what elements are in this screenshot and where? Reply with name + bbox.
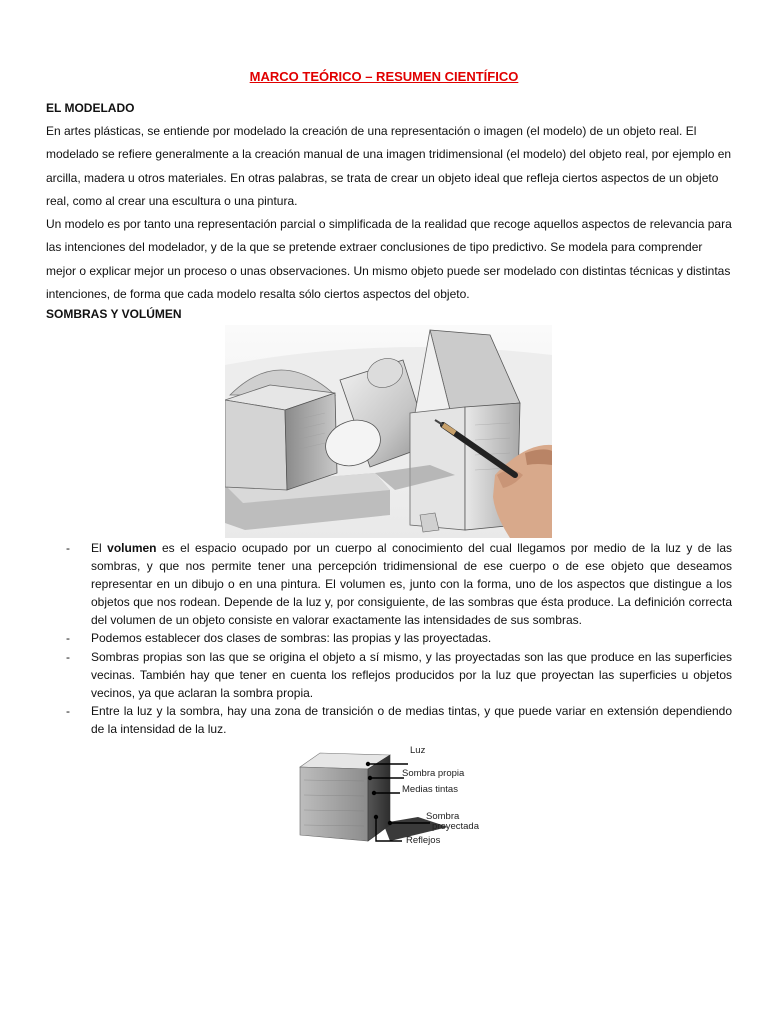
list-item [66,702,732,738]
bullet-text: Sombras propias son las que se origina el objeto a sí mismo, y las proyectadas son las que produce en las superficies vecinas. También hay que tener en cuenta los reflejos producidos por la luz que proyectan las superficies u objetos vecinos, ya que aclaran la sombra propia. [91,649,732,700]
bullet-marker: - [66,703,70,718]
section-body-modelado [46,120,732,306]
list-item [66,629,732,647]
label-sombra: Sombra [426,811,460,822]
document-title: MARCO TEÓRICO – RESUMEN CIENTÍFICO [249,69,519,84]
label-reflejos: Reflejos [406,835,441,846]
bold-term: volumen [107,541,157,555]
bullet-text: Podemos establecer dos clases de sombras: las propias y las proyectadas. [91,631,492,646]
bullet-prefix: El [91,541,108,555]
shading-diagram [298,745,490,850]
bullet-marker: - [66,649,70,664]
shaded-cube-drawing [298,745,490,850]
bullet-marker: - [66,541,70,555]
label-luz: Luz [410,745,426,756]
bullet-marker: - [66,631,70,646]
bullet-text: es el espacio ocupado por un cuerpo al conocimiento del cual llegamos por medio de la luz y de las sombras, y que nos permite tener una percepción tridimensional de ese cuerpo o de ese objeto que deseamos representar en un dibujo o en una pintura. El volumen es, junto con la forma, uno de los aspectos que distingue a los objetos que nos rodean. Depende de la luz y, por consiguiente, de las sombras que ésta produce. La definición correcta del volumen de un objeto consiste en valorar exactamente las intensidades de sus sombras. [91,541,732,628]
label-sombra-propia: Sombra propia [402,768,465,779]
list-item [66,648,732,702]
section-heading-sombras: SOMBRAS Y VOLÚMEN [46,307,182,321]
list-item [66,539,732,629]
label-medias-tintas: Medias tintas [402,784,458,795]
label-proyectada: proyectada [432,821,480,832]
volume-bullet-list [66,539,732,738]
section-heading-modelado: EL MODELADO [46,101,135,115]
paragraph: Un modelo es por tanto una representación parcial o simplificada de la realidad que recoge aquellos aspectos de relevancia para las intenciones del modelador, y de la que se pretende extraer conclusiones de tipo predictivo. Se modela para comprender mejor o explicar mejor un proceso o unas observaciones. Un mismo objeto puede ser modelado con distintas técnicas y distintas intenciones, de forma que cada modelo resalta sólo ciertos aspectos del objeto. [46,217,732,302]
geometric-solids-drawing [225,325,552,538]
bullet-text: Entre la luz y la sombra, hay una zona de transición o de medias tintas, y que puede variar en extensión dependiendo de la intensidad de la luz. [91,703,732,736]
paragraph: En artes plásticas, se entiende por modelado la creación de una representación o imagen (el modelo) de un objeto real. El modelado se refiere generalmente a la creación manual de una imagen tridimensional (el modelo) del objeto real, por ejemplo en arcilla, madera u otros materiales. En otras palabras, se trata de crear un objeto ideal que refleja ciertos aspectos de un objeto real, como al crear una escultura o una pintura. [46,124,732,208]
